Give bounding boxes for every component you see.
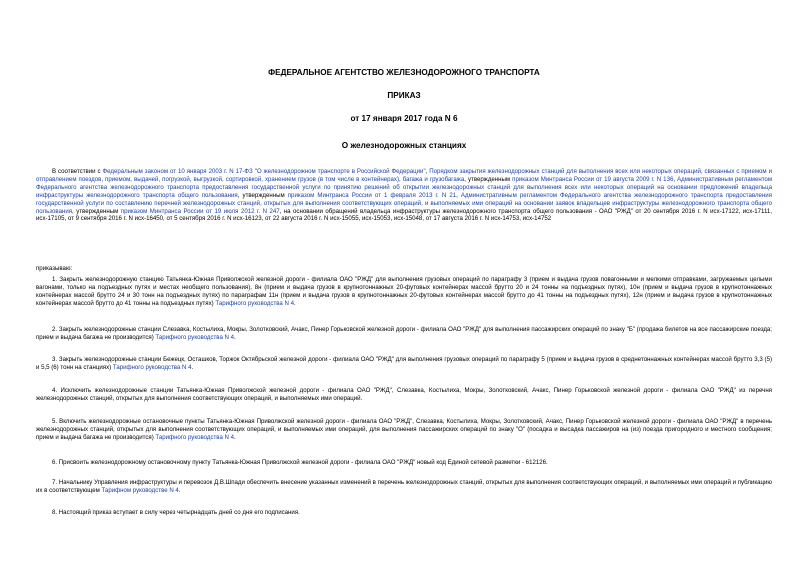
link-tariff-guide[interactable]: Тарифного руководства N 4 bbox=[155, 433, 235, 441]
link-admin-regulation-lists[interactable]: Административным регламентом Федерального агентства железнодорожного транспорта предоставления государственной услуги по составлению перечней железнодорожных станций, открытых для выполнения соответствующих операций, и выполняемых ими операций на основании заявок владельцев инфраструктуры железнодорожного транспорта общего пользования bbox=[36, 191, 772, 215]
item-7 bbox=[36, 479, 772, 495]
preamble-text: , bbox=[425, 168, 430, 175]
date-number: от 17 января 2017 года N 6 bbox=[350, 114, 458, 123]
item-1 bbox=[36, 276, 772, 308]
preamble-text: , на основании обращений владельца инфраструктуры железнодорожного транспорта общего пользования - ОАО "РЖД" от 20 сентября 2016 г. N исх-17122, исх-17111, исх-17105, от 9 сентября 2016 г. N исх-16450, от 5 сентября 2016 г. N исх-16123, от 22 августа 2016 г. N исх-15055, исх-15053, исх-15048, от 17 августа 2016 г. N исх-14753, исх-14752 bbox=[36, 207, 773, 223]
item-2 bbox=[36, 326, 772, 342]
link-tariff-guide[interactable]: Тарифного руководства N 4 bbox=[112, 363, 192, 371]
agency-title: ФЕДЕРАЛЬНОЕ АГЕНТСТВО ЖЕЛЕЗНОДОРОЖНОГО ТРАНСПОРТА bbox=[268, 68, 540, 77]
preamble-text: , утвержденным bbox=[72, 207, 121, 215]
item-text: 1. Закрыть железнодорожную станцию Татьянка-Южная Приволжской железной дороги - филиала ОАО "РЖД" для выполнения грузовых операций по параграфу 3 (прием и выдача грузов повагонными и мелкими отправками, загружаемых целыми вагонами, только на подъездных путях и местах необщего пользования), 8н (прием и выдача грузов в крупнотоннажных 20-футовых контейнерах массой брутто 20 и 24 тонны на подъездных путях), 10н (прием и выдача грузов в крупнотоннажных контейнерах массой брутто 24 и 30 тонн на подъездных путях) по параграфам 11н (прием и выдача грузов в крупнотоннажных 20-футовых контейнерах массой брутто до 41 тонны на подъездных путях), 12н (прием и выдача грузов в крупнотоннажных контейнерах массой брутто до 41 тонны на подъездных путях) bbox=[36, 276, 772, 307]
item-text: . bbox=[234, 433, 236, 441]
item-6: 6. Присвоить железнодорожному остановочному пункту Татьянка-Южная Приволжской железной дороги - филиала ОАО "РЖД" новый код Единой сетевой разметки - 612126. bbox=[52, 459, 548, 466]
item-3 bbox=[36, 356, 772, 372]
link-order-21[interactable]: приказом Минтранса России от 1 февраля 2013 г. N 21 bbox=[287, 191, 457, 199]
link-federal-law[interactable]: Федеральным законом от 10 января 2003 г. N 17-ФЗ "О железнодорожном транспорте в Российской Федерации" bbox=[102, 168, 426, 175]
order-subject: О железнодорожных станциях bbox=[341, 141, 467, 150]
link-tariff-guide[interactable]: Тарифном руководстве N 4 bbox=[101, 486, 179, 494]
item-text: 5. Включить железнодорожные остановочные пункты Татьянка-Южная Приволжской железной дороги - филиала ОАО "РЖД", Слезавка, Костылиха, Мокры, Золотковский, Ачакс, Пинер Горьковской железной дороги - филиала ОАО "РЖД" в перечень железнодорожных станций, открытых для выполнения соответствующих операций, и выполняемых ими операций, для выполнения пассажирских операций по знаку "О" (посадка и высадка пассажиров на (из) поезда пригородного и местного сообщения; прием и выдача багажа не производится) bbox=[36, 418, 772, 441]
preamble-text: В соответствии с bbox=[52, 168, 103, 175]
link-order-247[interactable]: приказом Минтранса России от 19 июля 2012 г. N 247 bbox=[120, 207, 280, 215]
preamble-text: , утвержденным bbox=[464, 175, 513, 183]
link-admin-regulation-opening[interactable]: Административным регламентом Федерального агентства железнодорожного транспорта предоставления государственной услуги по принятию решений об открытии железнодорожных станций для выполнения всех или некоторых операций на основании предложений владельца инфраструктуры железнодорожного транспорта общего пользования bbox=[36, 175, 773, 199]
item-5 bbox=[36, 418, 772, 442]
doc-type-title: ПРИКАЗ bbox=[387, 91, 421, 100]
item-text: . bbox=[294, 299, 296, 307]
item-text: 7. Начальнику Управления инфраструктуры и перевозок Д.В.Шпади обеспечить внесение указанных изменений в перечень железнодорожных станций, открытых для выполнения соответствующих операций, и выполняемых ими операций и публикацию их в соответствующем bbox=[36, 479, 772, 494]
preamble-paragraph bbox=[36, 168, 772, 223]
link-tariff-guide[interactable]: Тарифного руководства N 4 bbox=[155, 333, 235, 341]
order-word: приказываю: bbox=[36, 265, 73, 272]
item-8: 8. Настоящий приказ вступает в силу через четырнадцать дней со дня его подписания. bbox=[52, 509, 300, 516]
preamble-text: , утвержденным bbox=[237, 191, 288, 199]
item-text: . bbox=[191, 363, 194, 371]
item-text: . bbox=[178, 486, 181, 494]
link-order-136[interactable]: приказом Минтранса России от 19 августа 2009 г. N 136 bbox=[512, 175, 674, 183]
link-tariff-guide[interactable]: Тарифного руководства N 4 bbox=[215, 299, 295, 307]
item-text: 3. Закрыть железнодорожные станции Бежецк, Осташков, Торжок Октябрьской железной дороги - филиала ОАО "РЖД" для выполнения грузовых операций по параграфу 5 (прием и выдача грузов в среднетоннажных контейнерах массой брутто 3,3 (5) и 5,5 (6) тонн на станциях) bbox=[36, 356, 772, 371]
preamble-text: , bbox=[456, 191, 461, 199]
preamble-text: , bbox=[673, 175, 678, 183]
item-text: . bbox=[234, 333, 236, 341]
item-text: 2. Закрыть железнодорожные станции Слезавка, Костылиха, Мокры, Золотковский, Ачакс, Пинер Горьковской железной дороги - филиала ОАО "РЖД" для выполнения пассажирских операций по знаку "Б" (продажа билетов на все пассажирские поезда; прием и выдача багажа не производится) bbox=[36, 326, 772, 341]
item-4: 4. Исключить железнодорожные станции Татьянка-Южная Приволжской железной дороги - филиала ОАО "РЖД", Слезавка, Костылиха, Мокры, Золотковский, Ачакс, Пинер Горьковской железной дороги - филиала ОАО "РЖД" из перечня железнодорожных станций, открытых для выполнения соответствующих операций, и выполняемых ими операций. bbox=[36, 387, 772, 402]
link-closure-procedure[interactable]: Порядком закрытия железнодорожных станций для выполнения всех или некоторых операций, связанных с приемом и отправлением поездов, приемом, выдачей, погрузкой, выгрузкой, сортировкой, хранением грузов (в том числе в контейнерах), багажа и грузобагажа bbox=[36, 168, 772, 183]
